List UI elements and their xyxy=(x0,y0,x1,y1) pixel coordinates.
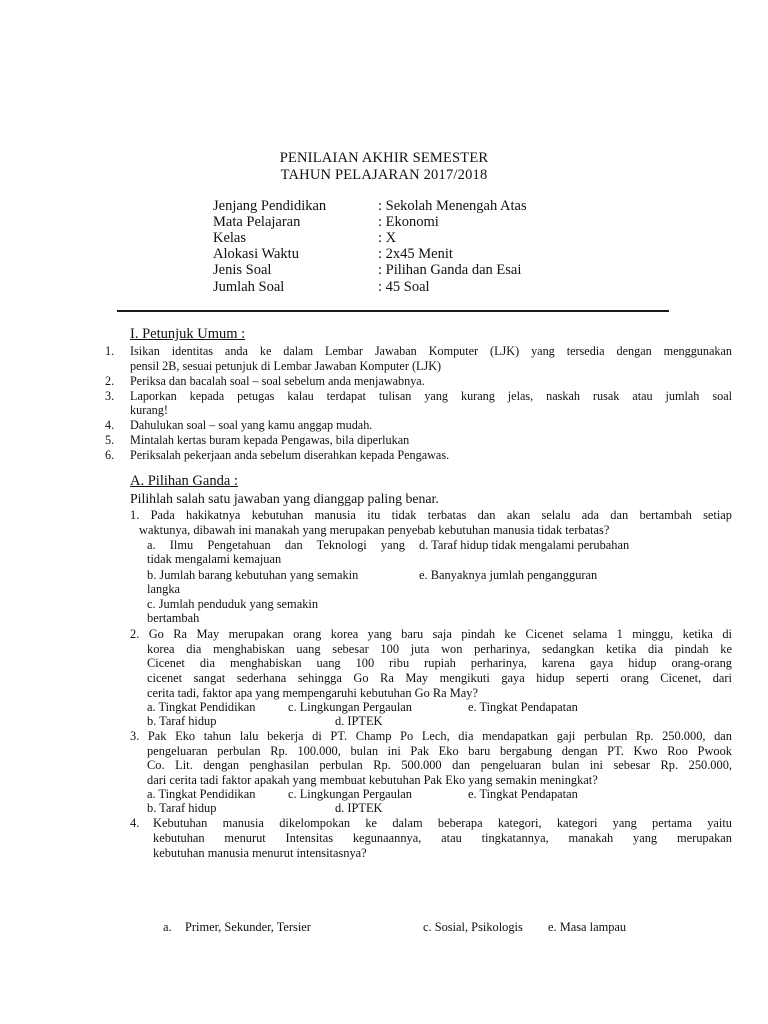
question-text: kebutuhan manusia menurut intensitasnya? xyxy=(153,846,367,860)
option-e: e. Masa lampau xyxy=(548,920,627,934)
option-c: c. Sosial, Psikologis xyxy=(423,920,523,934)
info-value: : Ekonomi xyxy=(378,214,439,230)
divider-line xyxy=(117,310,669,312)
option-a: Primer, Sekunder, Tersier xyxy=(185,920,311,934)
option-b: b. Taraf hidup xyxy=(147,801,217,815)
option-d: d. IPTEK xyxy=(335,714,383,728)
question-text: Cicenet dia menghabiskan uang 100 ribu rupiah perharinya, karena gaya hidup orang-orang xyxy=(147,656,732,670)
option-a-letter: a. xyxy=(163,920,172,934)
question-text: dari cerita tadi faktor apakah yang membuat kebutuhan Pak Eko yang semakin meningkat? xyxy=(147,773,598,787)
info-label: Jumlah Soal xyxy=(213,279,285,295)
option-e: e. Tingkat Pendapatan xyxy=(468,700,578,714)
option-a: a. Ilmu Pengetahuan dan Teknologi yang xyxy=(147,538,405,552)
option-c-cont: bertambah xyxy=(147,611,200,625)
question-text: pengeluaran perbulan Rp. 100.000, bulan ini Pak Eko baru bergabung dengan PT. Kwo Roo Pwook xyxy=(147,744,732,758)
question-text: Kebutuhan manusia dikelompokan ke dalam beberapa kategori, kategori yang pertama yaitu xyxy=(153,816,732,830)
section-instruction: Pilihlah salah satu jawaban yang dianggap paling benar. xyxy=(130,491,439,506)
question-text: Co. Lit. dengan penghasilan perbulan Rp. 500.000 dan pengeluaran bulan ini sebesar Rp. 250.000, xyxy=(147,758,732,772)
option-d: d. IPTEK xyxy=(335,801,383,815)
option-c: c. Lingkungan Pergaulan xyxy=(288,700,412,714)
info-label: Mata Pelajaran xyxy=(213,214,301,230)
info-value: : 45 Soal xyxy=(378,279,430,295)
exam-title: PENILAIAN AKHIR SEMESTER xyxy=(279,150,489,166)
list-number: 6. xyxy=(105,448,115,462)
list-item-cont: pensil 2B, sesuai petunjuk di Lembar Jawaban Komputer (LJK) xyxy=(130,359,442,373)
list-number: 5. xyxy=(105,433,115,447)
list-item: Mintalah kertas buram kepada Pengawas, bila diperlukan xyxy=(130,433,410,447)
info-value: : X xyxy=(378,230,397,246)
list-number: 1. xyxy=(105,344,115,358)
info-label: Jenis Soal xyxy=(213,262,272,278)
option-c: c. Jumlah penduduk yang semakin xyxy=(147,597,319,611)
option-b: b. Taraf hidup xyxy=(147,714,217,728)
question-text: 1. Pada hakikatnya kebutuhan manusia itu tidak terbatas dan akan selalu ada dan bertambah setiap xyxy=(130,508,732,522)
option-c: c. Lingkungan Pergaulan xyxy=(288,787,412,801)
info-label: Kelas xyxy=(213,230,247,246)
info-value: : 2x45 Menit xyxy=(378,246,453,262)
question-text: waktunya, dibawah ini manakah yang merupakan penyebab kebutuhan manusia tidak terbatas? xyxy=(139,523,610,537)
section-heading-pilihan-ganda: A. Pilihan Ganda : xyxy=(130,473,238,489)
option-b: b. Jumlah barang kebutuhan yang semakin xyxy=(147,568,359,582)
question-text: korea dia menghabiskan uang sebesar 100 juta won perharinya, sedangkan ketika dia pindah ke xyxy=(147,642,732,656)
list-item: Isikan identitas anda ke dalam Lembar Jawaban Komputer (LJK) yang tersedia dengan menggunakan xyxy=(130,344,732,358)
info-label: Jenjang Pendidikan xyxy=(213,198,327,214)
option-a-cont: tidak mengalami kemajuan xyxy=(147,552,282,566)
info-value: : Pilihan Ganda dan Esai xyxy=(378,262,522,278)
list-number: 4. xyxy=(105,418,115,432)
info-label: Alokasi Waktu xyxy=(213,246,299,262)
school-year: TAHUN PELAJARAN 2017/2018 xyxy=(280,167,488,183)
option-e: e. Tingkat Pendapatan xyxy=(468,787,578,801)
option-d: d. Taraf hidup tidak mengalami perubahan xyxy=(419,538,630,552)
question-text: 3. Pak Eko tahun lalu bekerja di PT. Champ Po Lech, dia mendapatkan gaji perbulan Rp. 250.000, dan xyxy=(130,729,732,743)
option-e: e. Banyaknya jumlah pengangguran xyxy=(419,568,598,582)
section-heading-petunjuk: I. Petunjuk Umum : xyxy=(130,326,246,342)
list-number: 2. xyxy=(105,374,115,388)
option-a: a. Tingkat Pendidikan xyxy=(147,700,256,714)
list-item: Periksa dan bacalah soal – soal sebelum anda menjawabnya. xyxy=(130,374,425,388)
list-item: Laporkan kepada petugas kalau terdapat tulisan yang kurang jelas, naskah rusak atau jumlah soal xyxy=(130,389,732,403)
list-item: Periksalah pekerjaan anda sebelum diserahkan kepada Pengawas. xyxy=(130,448,450,462)
list-item: Dahulukan soal – soal yang kamu anggap mudah. xyxy=(130,418,373,432)
question-text: cerita tadi, faktor apa yang mempengaruhi kebutuhan Go Ra May? xyxy=(147,686,478,700)
info-value: : Sekolah Menengah Atas xyxy=(378,198,527,214)
list-number: 3. xyxy=(105,389,115,403)
question-number: 4. xyxy=(130,816,140,830)
question-text: kebutuhan menurut Intensitas kegunaannya, atau tingkatannya, manakah yang merupakan xyxy=(153,831,732,845)
question-text: 2. Go Ra May merupakan orang korea yang baru saja pindah ke Cicenet selama 1 minggu, ketika di xyxy=(130,627,732,641)
list-item-cont: kurang! xyxy=(130,403,168,417)
option-b-cont: langka xyxy=(147,582,181,596)
question-text: cicenet sangat sederhana sehingga Go Ra May mengikuti gaya hidup seperti orang Cicenet, dari xyxy=(147,671,732,685)
option-a: a. Tingkat Pendidikan xyxy=(147,787,256,801)
